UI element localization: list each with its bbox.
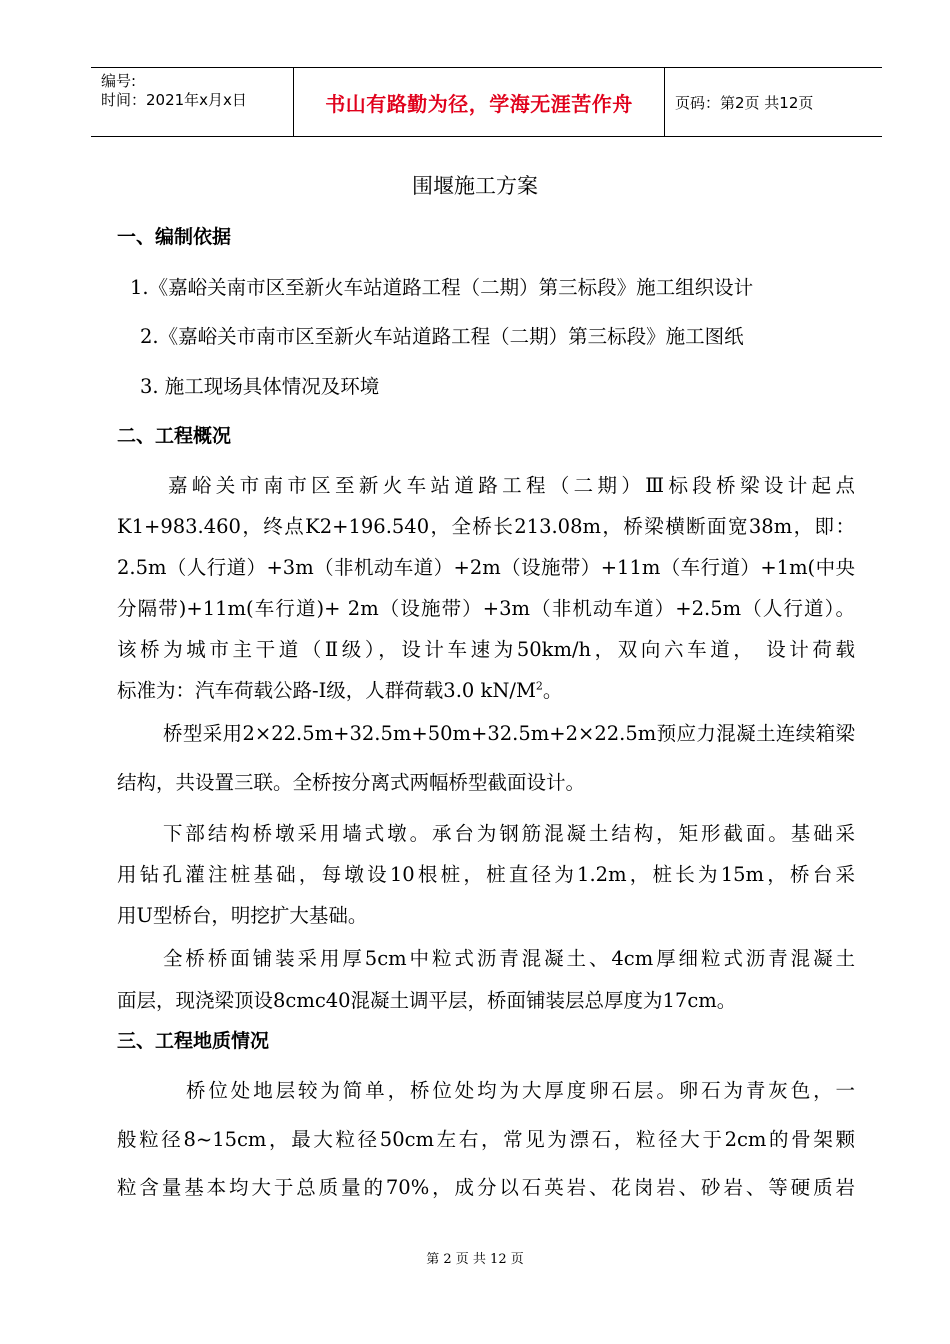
paragraph-line: 该桥为城市主干道（Ⅱ级），设计车速为50km/h，双向六车道， 设计荷载 <box>117 638 855 661</box>
paragraph-line: 下部结构桥墩采用墙式墩。承台为钢筋混凝土结构，矩形截面。基础采 <box>163 822 855 845</box>
basis-item: 1.《嘉峪关南市区至新火车站道路工程（二期）第三标段》施工组织设计 <box>130 276 754 299</box>
header-meta <box>91 68 293 136</box>
header-page-info: 页码：第2页 共12页 <box>675 93 814 112</box>
superscript: 2 <box>535 679 543 693</box>
paragraph-line: 分隔带)+11m(车行道)+ 2m（设施带）+3m（非机动车道）+2.5m（人行道）。 <box>117 597 855 620</box>
paragraph-line: 粒含量基本均大于总质量的70%，成分以石英岩、花岗岩、砂岩、等硬质岩 <box>117 1176 855 1199</box>
header-page-cell <box>665 68 882 136</box>
page-footer: 第 2 页 共 12 页 <box>426 1252 524 1267</box>
paragraph-line: 面层，现浇梁顶设8cmc40混凝土调平层，桥面铺装层总厚度为17cm。 <box>117 989 737 1012</box>
document-time-label: 时间：2021年x月x日 <box>101 91 247 109</box>
paragraph-line: 嘉峪关市南市区至新火车站道路工程（二期）Ⅲ标段桥梁设计起点 <box>168 474 855 497</box>
basis-item: 2.《嘉峪关市南市区至新火车站道路工程（二期）第三标段》施工图纸 <box>140 325 744 348</box>
header-motto-cell <box>293 68 665 136</box>
paragraph-line <box>117 675 562 703</box>
basis-item: 3. 施工现场具体情况及环境 <box>140 375 380 398</box>
section-heading-geology: 三、工程地质情况 <box>117 1030 270 1052</box>
load-standard-suffix: 。 <box>542 679 563 702</box>
paragraph-line: K1+983.460，终点K2+196.540，全桥长213.08m，桥梁横断面宽38m，即： <box>117 515 855 538</box>
paragraph-line: 用U型桥台，明挖扩大基础。 <box>117 904 368 927</box>
load-standard-text: 标准为：汽车荷载公路-I级，人群荷载3.0 kN/M <box>117 679 536 702</box>
paragraph-line: 般粒径8~15cm，最大粒径50cm左右，常见为漂石，粒径大于2cm的骨架颗 <box>117 1128 855 1151</box>
section-heading-basis: 一、编制依据 <box>117 226 232 248</box>
paragraph-line: 用钻孔灌注桩基础，每墩设10根桩，桩直径为1.2m，桩长为15m，桥台采 <box>117 863 855 886</box>
paragraph-line: 2.5m（人行道）+3m（非机动车道）+2m（设施带）+11m（车行道）+1m(中央 <box>117 556 855 579</box>
paragraph-line: 桥型采用2×22.5m+32.5m+50m+32.5m+2×22.5m预应力混凝土连续箱梁 <box>163 722 855 745</box>
paragraph-line: 全桥桥面铺装采用厚5cm中粒式沥青混凝土、4cm厚细粒式沥青混凝土 <box>163 947 855 970</box>
document-title: 围堰施工方案 <box>412 174 538 198</box>
paragraph-line: 桥位处地层较为简单，桥位处均为大厚度卵石层。卵石为青灰色，一 <box>186 1079 855 1102</box>
page-header <box>91 67 882 137</box>
paragraph-line: 结构，共设置三联。全桥按分离式两幅桥型截面设计。 <box>117 771 586 794</box>
section-heading-overview: 二、工程概况 <box>117 425 232 447</box>
document-number-label: 编号: <box>101 72 137 90</box>
header-motto: 书山有路勤为径，学海无涯苦作舟 <box>325 91 633 116</box>
